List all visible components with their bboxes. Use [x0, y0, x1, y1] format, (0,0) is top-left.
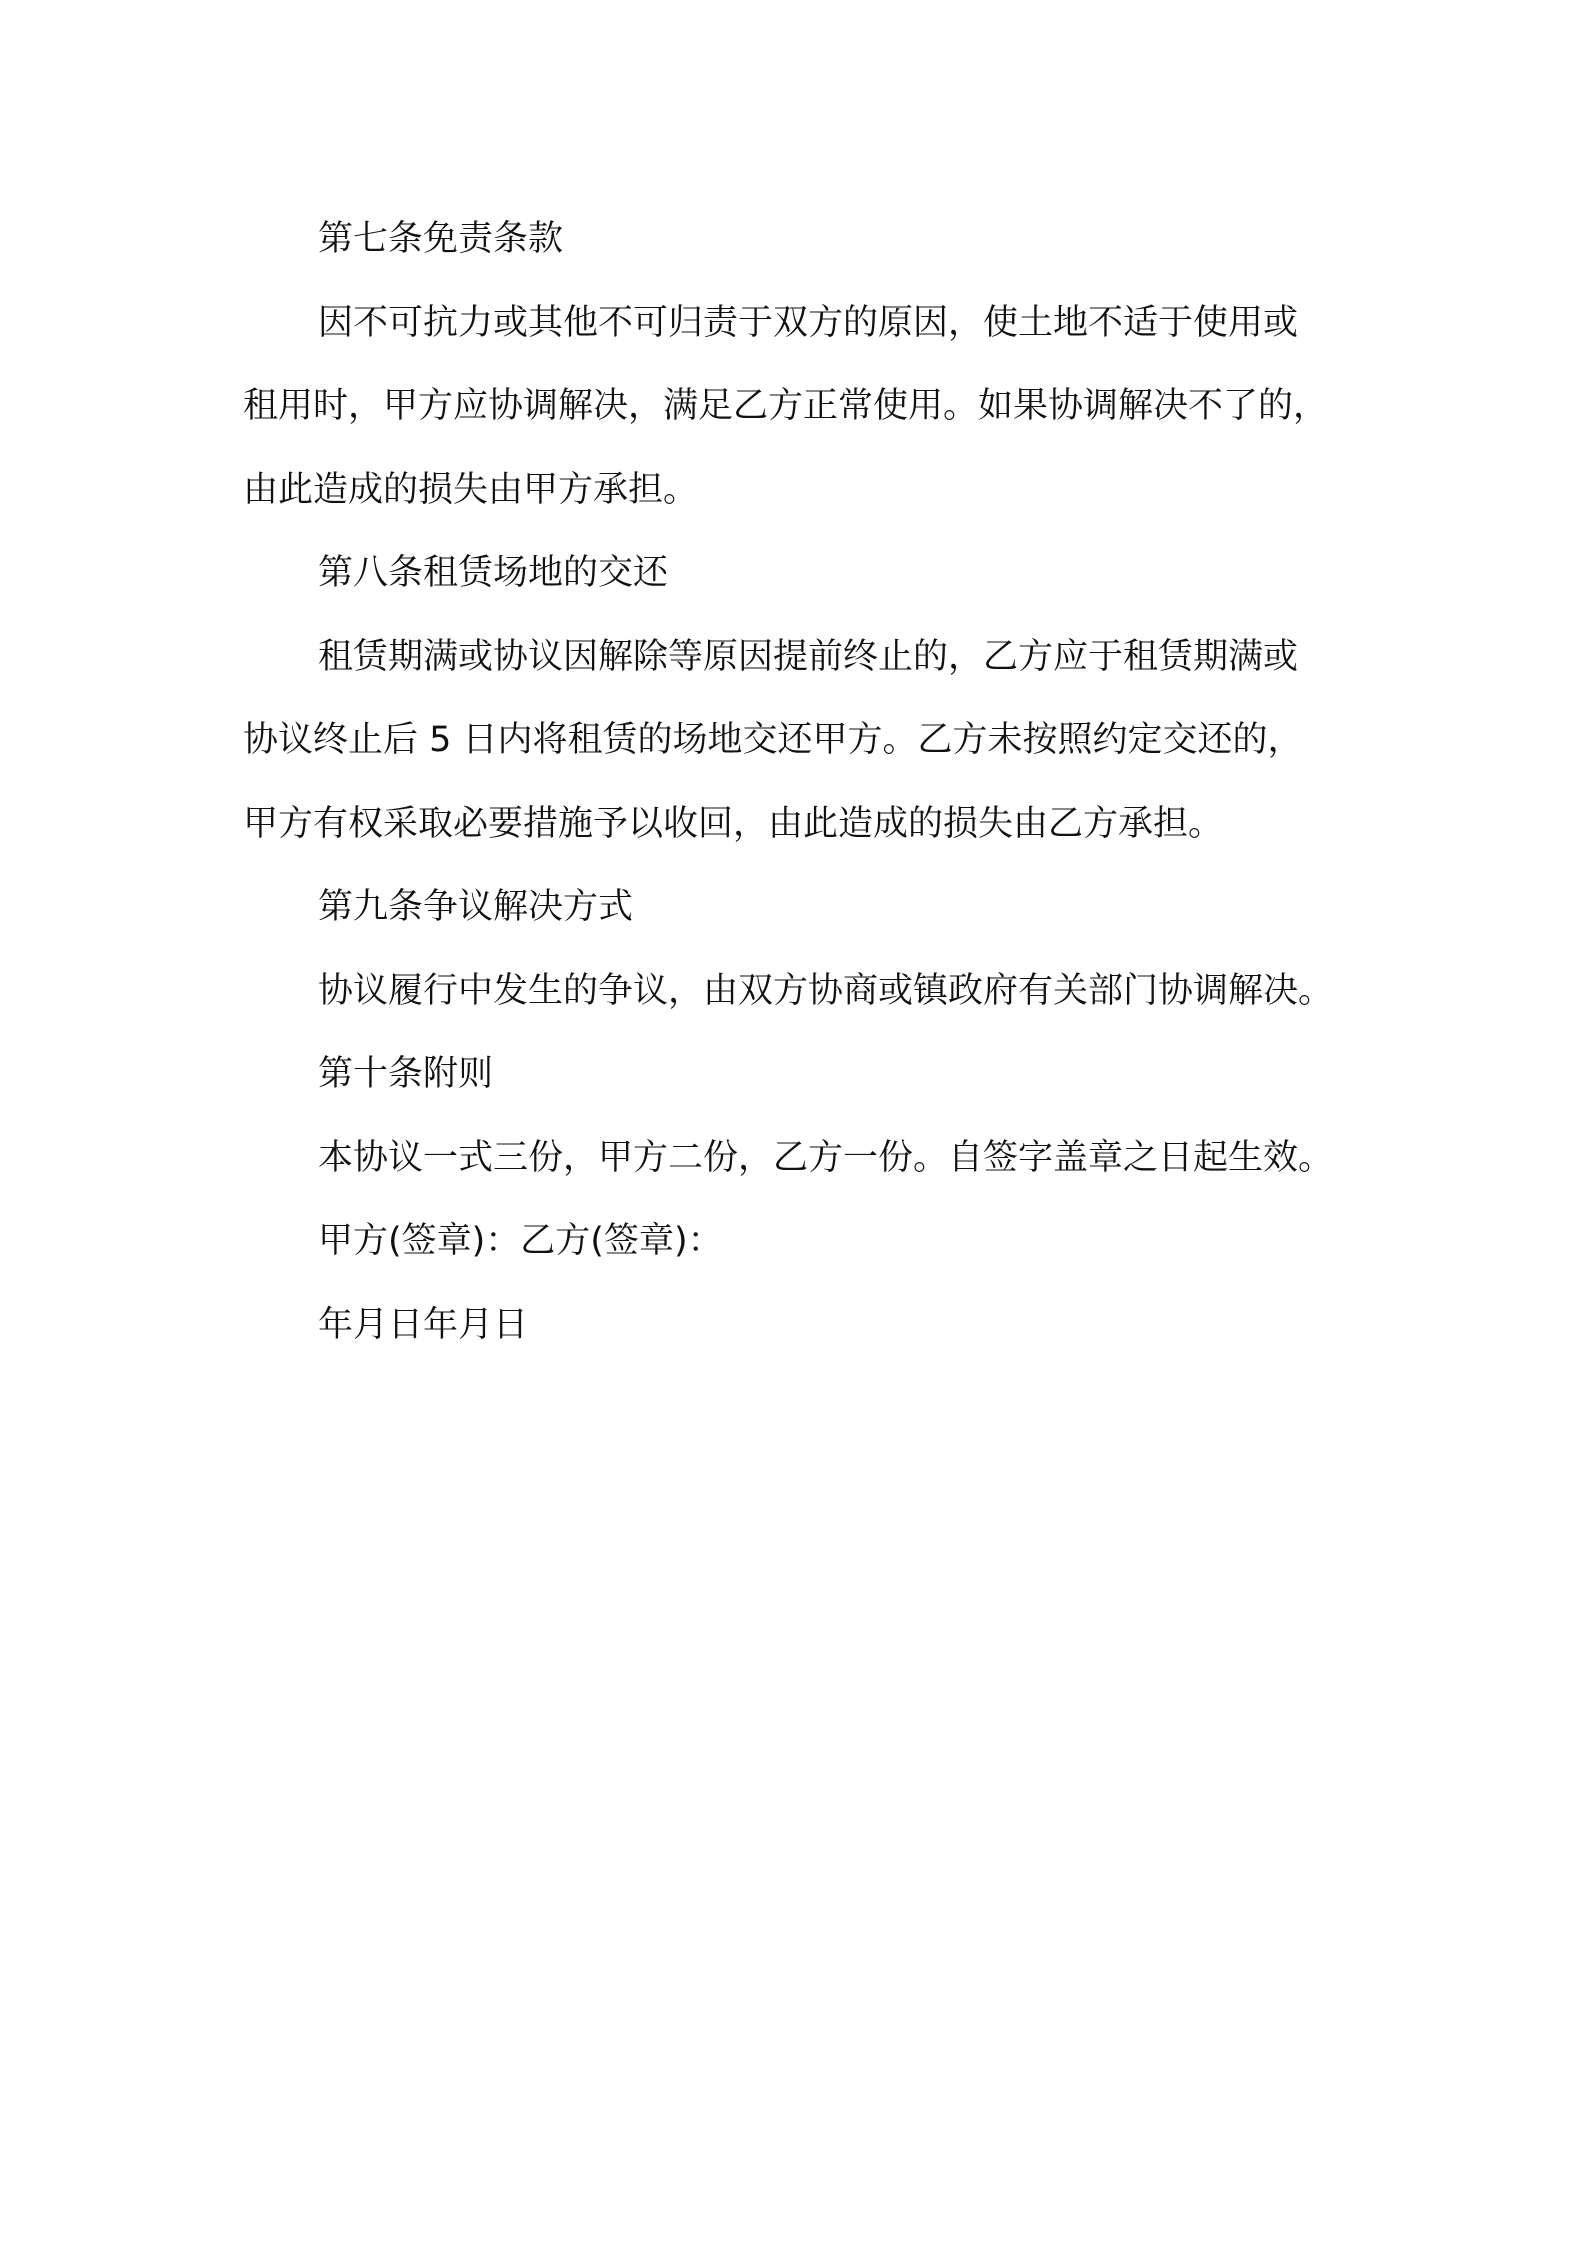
article-7-line-2: 租用时，甲方应协调解决，满足乙方正常使用。如果协调解决不了的，: [243, 386, 1329, 426]
article-8-heading: 第八条租赁场地的交还: [318, 553, 669, 593]
article-10-heading: 第十条附则: [318, 1054, 494, 1094]
article-7-line-3: 由此造成的损失由甲方承担。: [243, 469, 699, 510]
article-10-line-1: 本协议一式三份，甲方二份，乙方一份。自签字盖章之日起生效。: [318, 1137, 1334, 1178]
article-7-heading: 第七条免责条款: [318, 219, 564, 259]
article-8-line-1: 租赁期满或协议因解除等原因提前终止的，乙方应于租赁期满或: [318, 636, 1299, 677]
document-body: [243, 198, 1373, 1367]
date-line: 年月日年月日: [318, 1304, 529, 1345]
article-9-heading: 第九条争议解决方式: [318, 887, 634, 927]
article-8-line-3: 甲方有权采取必要措施予以收回，由此造成的损失由乙方承担。: [243, 803, 1224, 844]
signature-line: 甲方(签章)：乙方(签章)：: [318, 1221, 723, 1261]
article-7-line-1: 因不可抗力或其他不可归责于双方的原因，使土地不适于使用或: [318, 302, 1299, 343]
article-9-line-1: 协议履行中发生的争议，由双方协商或镇政府有关部门协调解决。: [318, 970, 1334, 1011]
article-8-line-2: 协议终止后 5 日内将租赁的场地交还甲方。乙方未按照约定交还的，: [243, 720, 1303, 760]
